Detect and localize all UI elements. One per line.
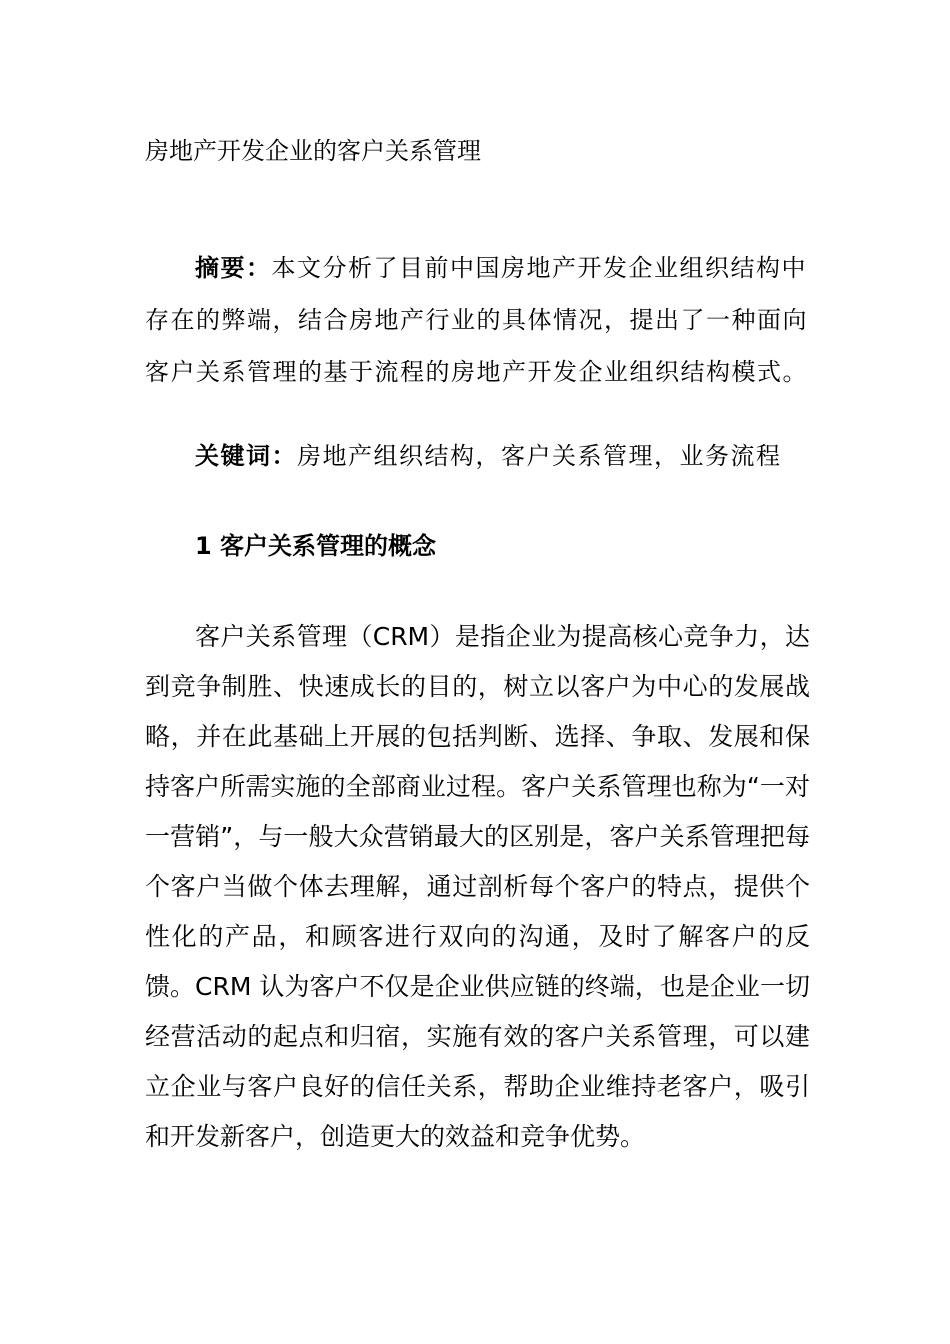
abstract-text: 本文分析了目前中国房地产开发企业组织结构中存在的弊端，结合房地产行业的具体情况，提出了一种面向客户关系管理的基于流程的房地产开发企业组织结构模式。 [145,254,808,386]
abstract-label: 摘要： [195,253,272,282]
keywords-text: 房地产组织结构，客户关系管理，业务流程 [297,442,782,470]
keywords-label: 关键词： [195,441,297,470]
document-title: 房地产开发企业的客户关系管理 [145,137,481,165]
abstract-paragraph [145,242,810,398]
section-heading: 1 客户关系管理的概念 [195,532,437,560]
section-paragraph: 客户关系管理（CRM）是指企业为提高核心竞争力，达到竞争制胜、快速成长的目的，树立以客户为中心的发展战略，并在此基础上开展的包括判断、选择、争取、发展和保持客户所需实施的全部商业过程。客户关系管理也称为“一对一营销”，与一般大众营销最大的区别是，客户关系管理把每个客户当做个体去理解，通过剖析每个客户的特点，提供个性化的产品，和顾客进行双向的沟通，及时了解客户的反馈。CRM 认为客户不仅是企业供应链的终端，也是企业一切经营活动的起点和归宿，实施有效的客户关系管理，可以建立企业与客户良好的信任关系，帮助企业维持老客户，吸引和开发新客户，创造更大的效益和竞争优势。 [145,622,810,1151]
keywords-paragraph [145,430,810,482]
